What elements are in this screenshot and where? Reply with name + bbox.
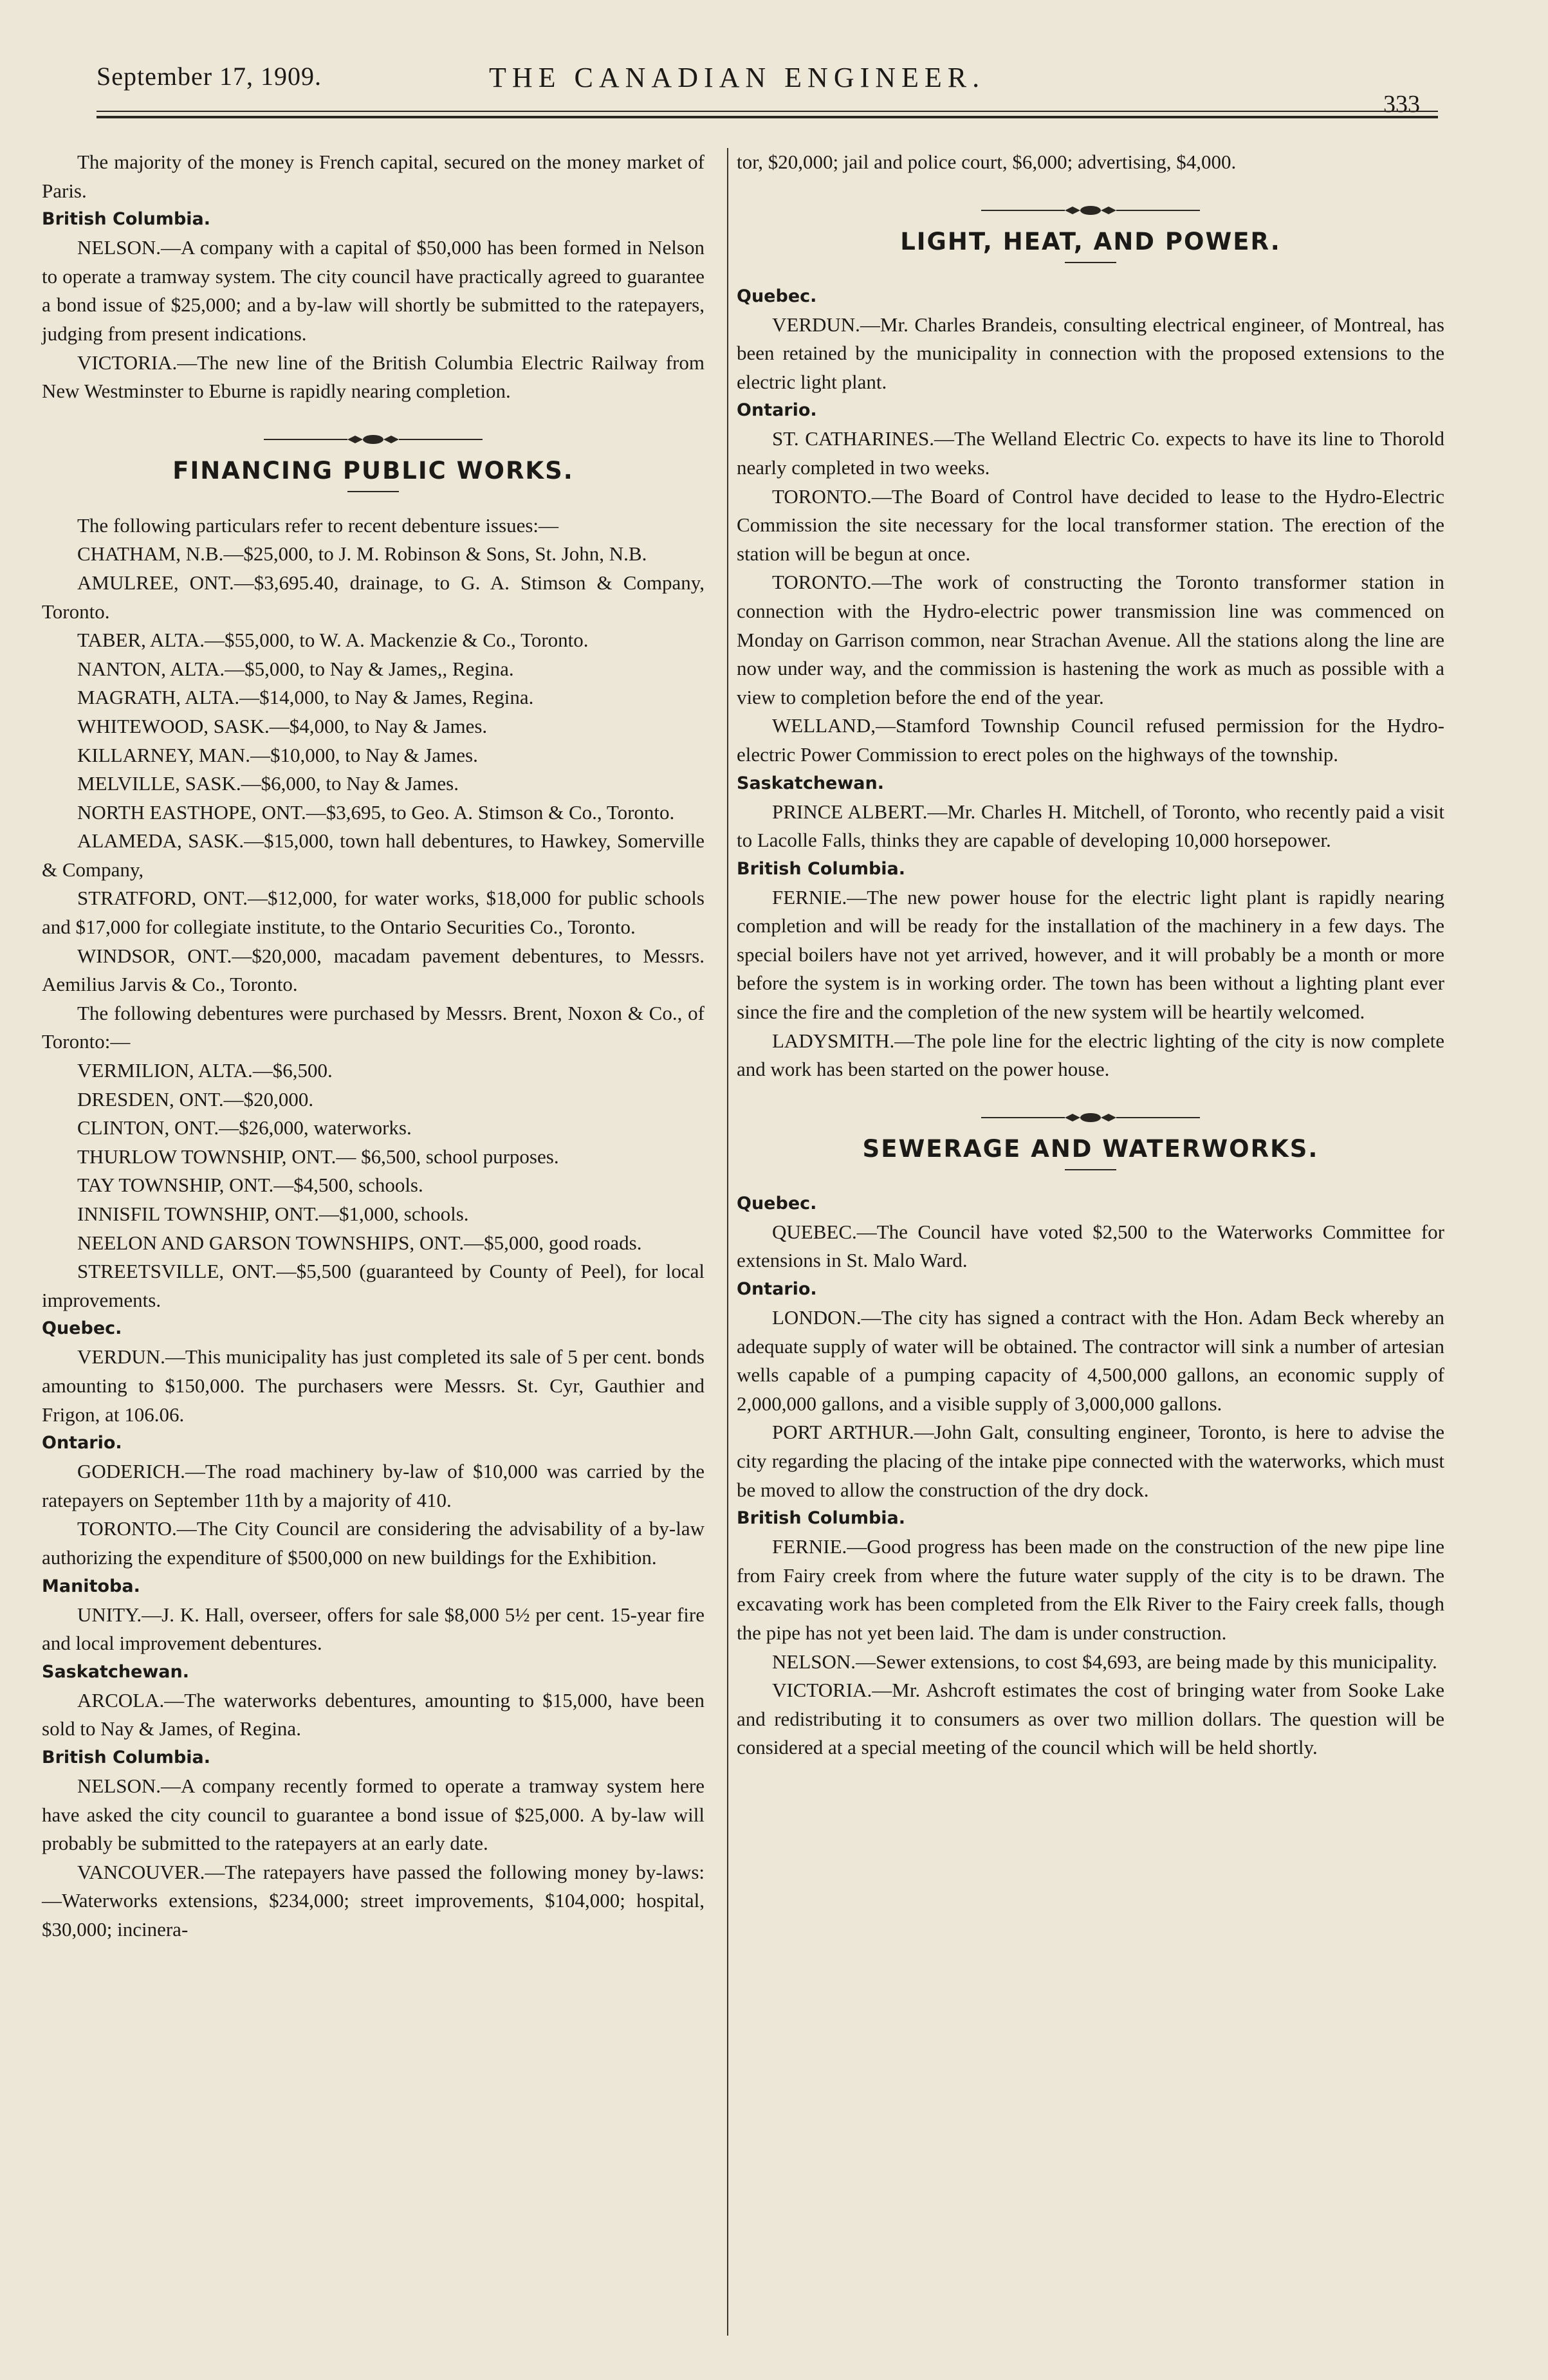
region-heading: British Columbia. [42,1747,211,1767]
news-paragraph: NELSON.—A company recently formed to operate a tramway system here have asked the city council to guarantee a bond issue of $25,000. A by-law will probably be submitted to the ratepayers at an early date. [42,1774,705,1855]
news-paragraph: WELLAND,—Stamford Township Council refused permission for the Hydro-electric Power Commission to erect poles on the highways of the township. [737,714,1444,766]
news-paragraph: VERDUN.—Mr. Charles Brandeis, consulting electrical engineer, of Montreal, has been retained by the municipality in connection with the proposed extensions to the electric light plant. [737,313,1444,393]
debenture-item: TABER, ALTA.—$55,000, to W. A. Mackenzie & Co., Toronto. [77,629,589,652]
debenture-item: NANTON, ALTA.—$5,000, to Nay & James,, Regina. [77,657,514,680]
section-title: SEWERAGE AND WATERWORKS. [862,1134,1319,1163]
news-paragraph: VANCOUVER.—The ratepayers have passed the following money by-laws:—Waterworks extensions, $234,000; street improvements, $104,000; hospital, $30,000; incinera- [42,1860,705,1941]
news-paragraph: ARCOLA.—The waterworks debentures, amounting to $15,000, have been sold to Nay & James, of Regina. [42,1688,705,1740]
title-rule [347,491,399,492]
debenture-item: STREETSVILLE, ONT.—$5,500 (guaranteed by County of Peel), for local improvements. [42,1260,705,1311]
region-heading: British Columbia. [737,1508,906,1529]
news-paragraph: LONDON.—The city has signed a contract with the Hon. Adam Beck whereby an adequate supply of water will be obtained. The contractor will sink a number of artesian wells capable of a pumping capacity of 4,500,000 gallons, an economic supply of 2,000,000 gallons, and a visible supply of 3,000,000 gallons. [737,1306,1444,1415]
region-heading: Ontario. [737,1279,817,1300]
header-rule [97,111,1438,118]
region-heading: British Columbia. [737,858,906,879]
debenture-item: TAY TOWNSHIP, ONT.—$4,500, schools. [77,1174,423,1197]
debenture-item: INNISFIL TOWNSHIP, ONT.—$1,000, schools. [77,1203,469,1225]
debenture-item: The following debentures were purchased by Messrs. Brent, Noxon & Co., of Toronto:— [42,1001,705,1053]
financing-intro: The following particulars refer to recent debenture issues:— [77,513,559,537]
debenture-item: STRATFORD, ONT.—$12,000, for water works, $18,000 for public schools and $17,000 for collegiate institute, to the Ontario Securities Co., Toronto. [42,887,705,939]
intro-paragraph: The majority of the money is French capital, secured on the money market of Paris. [42,151,705,202]
news-paragraph: NELSON.—Sewer extensions, to cost $4,693, are being made by this municipality. [772,1650,1437,1673]
debenture-item: CHATHAM, N.B.—$25,000, to J. M. Robinson & Sons, St. John, N.B. [77,542,647,566]
debenture-item: MAGRATH, ALTA.—$14,000, to Nay & James, Regina. [77,686,534,709]
debenture-item: AMULREE, ONT.—$3,695.40, drainage, to G. A. Stimson & Company, Toronto. [42,571,705,623]
news-paragraph: ST. CATHARINES.—The Welland Electric Co. expects to have its line to Thorold nearly completed in two weeks. [737,427,1444,479]
column-divider [727,148,728,2336]
right-column [737,148,1444,1762]
page-number: 333 [1383,91,1420,118]
news-paragraph: PORT ARTHUR.—John Galt, consulting engineer, Toronto, is here to advise the city regarding the placing of the intake pipe connected with the waterworks, which must be moved to allow the construction of the dry dock. [737,1421,1444,1501]
ornament-divider [737,196,1444,212]
news-paragraph: PRINCE ALBERT.—Mr. Charles H. Mitchell, of Toronto, who recently paid a visit to Lacolle Falls, thinks they are capable of developing 10,000 horsepower. [737,800,1444,852]
debenture-item: KILLARNEY, MAN.—$10,000, to Nay & James. [77,743,478,766]
debenture-item: CLINTON, ONT.—$26,000, waterworks. [77,1116,412,1139]
left-column [42,148,705,1944]
news-paragraph: GODERICH.—The road machinery by-law of $10,000 was carried by the ratepayers on September 11th by a majority of 410. [42,1460,705,1511]
region-heading: Quebec. [737,286,817,306]
debenture-item: DRESDEN, ONT.—$20,000. [77,1087,314,1111]
debenture-item: NEELON AND GARSON TOWNSHIPS, ONT.—$5,000, good roads. [77,1231,642,1254]
news-paragraph: TORONTO.—The Board of Control have decided to lease to the Hydro-Electric Commission the site necessary for the local transformer station. The erection of the station will be begun at once. [737,484,1444,565]
news-paragraph: FERNIE.—Good progress has been made on the construction of the new pipe line from Fairy creek from where the future water supply of the city is to be drawn. The excavating work has been completed from the Elk River to the Fairy creek falls, though the pipe has not yet been laid. The dam is under construction. [737,1535,1444,1644]
news-paragraph: QUEBEC.—The Council have voted $2,500 to the Waterworks Committee for extensions in St. Malo Ward. [737,1220,1444,1272]
journal-title: THE CANADIAN ENGINEER. [489,62,986,93]
debenture-item: NORTH EASTHOPE, ONT.—$3,695, to Geo. A. Stimson & Co., Toronto. [77,800,675,824]
news-paragraph: FERNIE.—The new power house for the electric light plant is rapidly nearing completion and will be ready for the installation of the machinery in a few days. The special boilers have not yet arrived, however, and it will probably be a month or more before the system is in working order. The town has been without a lighting plant ever since the fire and the completion of the new system will be heartily welcomed. [737,885,1444,1024]
region-heading: British Columbia. [42,209,211,230]
title-rule [1065,1169,1116,1170]
news-paragraph: VERDUN.—This municipality has just completed its sale of 5 per cent. bonds amounting to $150,000. The purchasers were Messrs. St. Cyr, Gauthier and Frigon, at 106.06. [42,1345,705,1426]
ornament-divider [42,425,705,441]
news-paragraph: VICTORIA.—The new line of the British Columbia Electric Railway from New Westminster to Eburne is rapidly nearing completion. [42,351,705,403]
news-paragraph: LADYSMITH.—The pole line for the electric lighting of the city is now complete and work has been started on the power house. [737,1029,1444,1081]
debenture-item: THURLOW TOWNSHIP, ONT.— $6,500, school purposes. [77,1145,559,1168]
debenture-item: VERMILION, ALTA.—$6,500. [77,1059,333,1082]
region-heading: Saskatchewan. [737,773,884,793]
section-title: LIGHT, HEAT, AND POWER. [900,227,1281,255]
region-heading: Saskatchewan. [42,1661,189,1682]
region-heading: Manitoba. [42,1576,140,1596]
news-paragraph: VICTORIA.—Mr. Ashcroft estimates the cost of bringing water from Sooke Lake and redistributing it to consumers as over two million dollars. The question will be considered at a special meeting of the council which will be held shortly. [737,1679,1444,1759]
debenture-item: WINDSOR, ONT.—$20,000, macadam pavement debentures, to Messrs. Aemilius Jarvis & Co., Toronto. [42,944,705,996]
debenture-item: WHITEWOOD, SASK.—$4,000, to Nay & James. [77,714,488,737]
region-heading: Ontario. [737,400,817,421]
debenture-item: MELVILLE, SASK.—$6,000, to Nay & James. [77,772,459,795]
region-heading: Quebec. [42,1318,122,1339]
issue-date: September 17, 1909. [97,62,322,91]
page-header [97,61,1441,118]
news-paragraph: NELSON.—A company with a capital of $50,000 has been formed in Nelson to operate a tramway system. The city council have practically agreed to guarantee a bond issue of $25,000; and a by-law will shortly be submitted to the ratepayers, judging from present indications. [42,236,705,345]
ornament-divider [737,1103,1444,1119]
section-title: FINANCING PUBLIC WORKS. [172,456,574,484]
region-heading: Ontario. [42,1433,122,1453]
continued-paragraph: tor, $20,000; jail and police court, $6,000; advertising, $4,000. [737,151,1237,173]
region-heading: Quebec. [737,1193,817,1213]
news-paragraph: TORONTO.—The City Council are considering the advisability of a by-law authorizing the expenditure of $500,000 on new buildings for the Exhibition. [42,1517,705,1569]
debenture-item: ALAMEDA, SASK.—$15,000, town hall debentures, to Hawkey, Somerville & Company, [42,829,705,881]
news-paragraph: UNITY.—J. K. Hall, overseer, offers for sale $8,000 5½ per cent. 15-year fire and local improvement debentures. [42,1603,705,1655]
news-paragraph: TORONTO.—The work of constructing the Toronto transformer station in connection with the Hydro-electric power transmission line was commenced on Monday on Garrison common, near Strachan Avenue. All the stations along the line are now under way, and the commission is hastening the work as much as possible with a view to completion before the end of the year. [737,571,1444,708]
title-rule [1065,262,1116,263]
